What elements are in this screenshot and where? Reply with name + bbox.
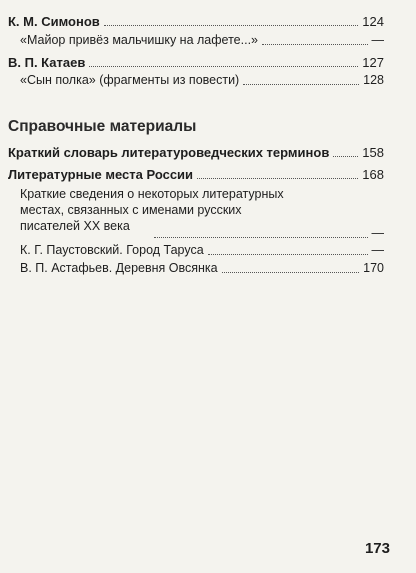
dot-leader — [222, 272, 360, 273]
dot-leader — [154, 237, 368, 238]
dot-leader — [104, 25, 359, 26]
page-ref: — — [371, 243, 384, 257]
page-ref: 168 — [362, 167, 384, 182]
dot-leader — [333, 156, 358, 157]
page-ref: — — [371, 226, 384, 240]
page-ref: 124 — [362, 14, 384, 29]
page-ref: 170 — [363, 261, 384, 275]
dot-leader — [243, 84, 359, 85]
intro-line: писателей XX века — [20, 219, 130, 233]
intro-line: Краткие сведения о некоторых литературных — [20, 187, 284, 201]
author-name: К. М. Симонов — [8, 14, 100, 29]
toc-entry-kataev — [8, 55, 384, 70]
toc-entry-astafiev — [20, 261, 384, 276]
author-name: В. П. Катаев — [8, 55, 86, 70]
work-title: «Сын полка» (фрагменты из повести) — [20, 73, 240, 87]
work-title: «Майор привёз мальчишку на лафете...» — [20, 33, 258, 47]
toc-entry-dictionary — [8, 145, 384, 160]
page-number: 173 — [364, 540, 390, 557]
page-ref: 128 — [363, 73, 384, 87]
entry-title: Литературные места России — [8, 167, 194, 182]
dot-leader — [89, 66, 358, 67]
intro-line: местах, связанных с именами русских — [20, 203, 242, 217]
dot-leader — [197, 178, 358, 179]
dot-leader — [208, 254, 368, 255]
toc-entry-paustovsky — [20, 243, 384, 258]
entry-title: Краткий словарь литературоведческих терминов — [8, 145, 330, 160]
page-ref: 127 — [362, 55, 384, 70]
toc-entry-simonov — [8, 14, 384, 29]
section-title: Справочные материалы — [8, 118, 197, 135]
toc-entry-places — [8, 167, 384, 182]
entry-title: В. П. Астафьев. Деревня Овсянка — [20, 261, 218, 275]
entry-title: К. Г. Паустовский. Город Таруса — [20, 243, 204, 257]
toc-entry-simonov-work — [20, 33, 384, 48]
page-ref: — — [371, 33, 384, 47]
dot-leader — [262, 44, 368, 45]
page-ref: 158 — [362, 145, 384, 160]
places-intro-leader — [150, 226, 384, 241]
toc-entry-kataev-work — [20, 73, 384, 88]
